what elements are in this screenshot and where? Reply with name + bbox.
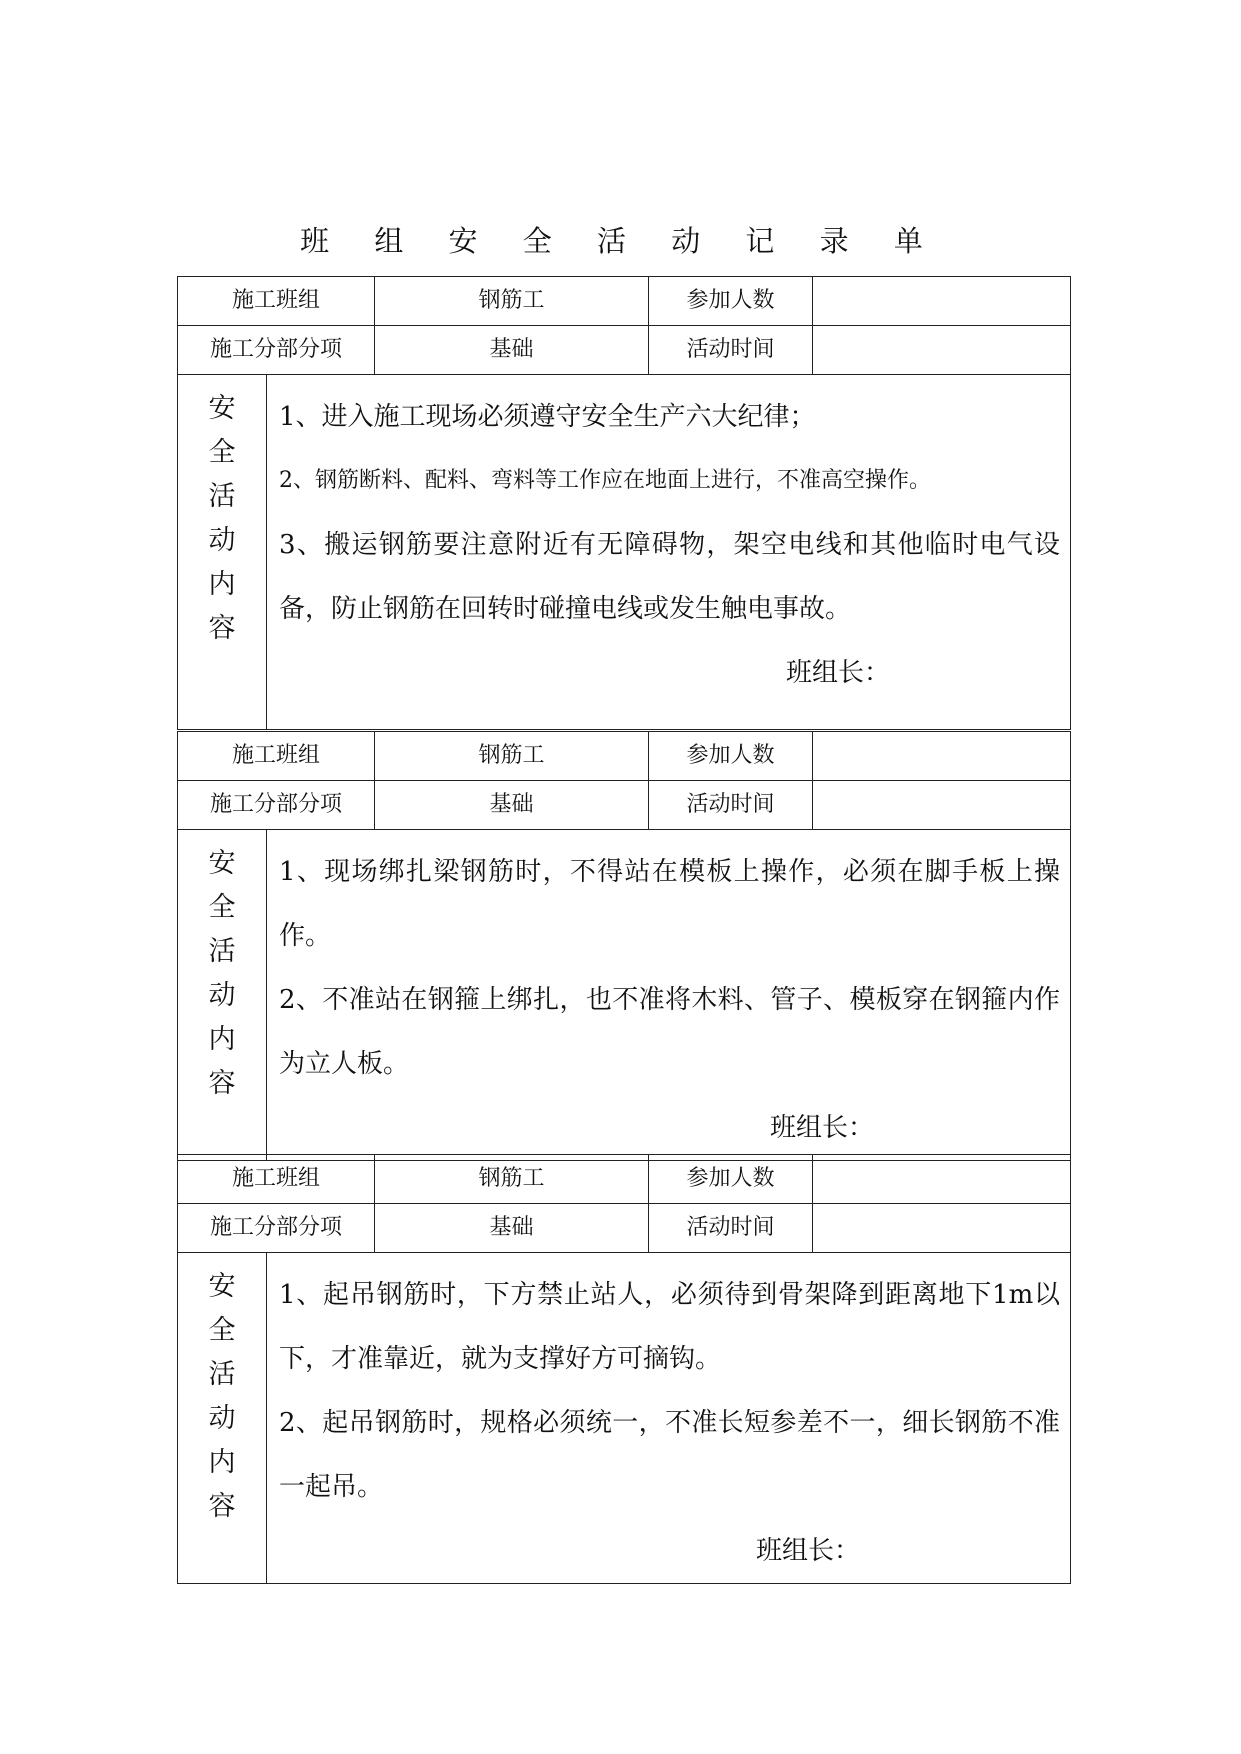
activity-time-value <box>813 326 1071 375</box>
activity-time-value <box>813 781 1071 830</box>
side-char: 安 <box>208 1271 236 1302</box>
content-row <box>178 830 1071 1161</box>
safety-content <box>267 375 1071 730</box>
side-char: 安 <box>208 393 236 424</box>
content-row <box>178 1253 1071 1584</box>
safety-content <box>267 830 1071 1161</box>
participants-label: 参加人数 <box>649 1155 813 1204</box>
content-item: 1、起吊钢筋时，下方禁止站人，必须待到骨架降到距离地下1m以下，才准靠近，就为支撑好方可摘钩。 <box>279 1280 1061 1374</box>
team-leader-label: 班组长： <box>756 1536 861 1566</box>
safety-content-label <box>178 375 267 730</box>
side-char: 内 <box>208 569 236 600</box>
team-label: 施工班组 <box>178 732 375 781</box>
side-char: 活 <box>208 1359 236 1390</box>
content-item: 2、起吊钢筋时，规格必须统一，不准长短参差不一，细长钢筋不准一起吊。 <box>279 1408 1061 1502</box>
side-char: 活 <box>208 481 236 512</box>
side-char: 容 <box>208 1491 236 1522</box>
content-row <box>178 375 1071 730</box>
side-char: 安 <box>208 848 236 879</box>
header-row-team <box>178 732 1071 781</box>
side-char: 全 <box>208 437 236 468</box>
participants-value <box>813 277 1071 326</box>
side-char: 容 <box>208 613 236 644</box>
side-char: 动 <box>208 525 236 556</box>
participants-value <box>813 732 1071 781</box>
safety-content <box>267 1253 1071 1584</box>
page-title: 班 组 安 全 活 动 记 录 单 <box>300 224 941 258</box>
side-char: 动 <box>208 980 236 1011</box>
team-value: 钢筋工 <box>375 277 649 326</box>
division-value: 基础 <box>375 781 649 830</box>
activity-time-label: 活动时间 <box>649 1204 813 1253</box>
safety-content-label <box>178 1253 267 1584</box>
header-row-division <box>178 781 1071 830</box>
side-char: 内 <box>208 1447 236 1478</box>
team-leader-label: 班组长： <box>786 658 891 688</box>
participants-value <box>813 1155 1071 1204</box>
side-char: 全 <box>208 892 236 923</box>
division-value: 基础 <box>375 1204 649 1253</box>
team-label: 施工班组 <box>178 277 375 326</box>
side-char: 容 <box>208 1068 236 1099</box>
team-value: 钢筋工 <box>375 1155 649 1204</box>
activity-time-value <box>813 1204 1071 1253</box>
safety-content-label <box>178 830 267 1161</box>
header-row-team <box>178 277 1071 326</box>
division-value: 基础 <box>375 326 649 375</box>
activity-time-label: 活动时间 <box>649 326 813 375</box>
team-value: 钢筋工 <box>375 732 649 781</box>
header-row-division <box>178 326 1071 375</box>
division-label: 施工分部分项 <box>178 326 375 375</box>
participants-label: 参加人数 <box>649 732 813 781</box>
content-item: 1、现场绑扎梁钢筋时，不得站在模板上操作，必须在脚手板上操作。 <box>279 857 1061 951</box>
record-block-2 <box>177 731 1071 1161</box>
header-row-team <box>178 1155 1071 1204</box>
side-char: 活 <box>208 936 236 967</box>
division-label: 施工分部分项 <box>178 781 375 830</box>
team-label: 施工班组 <box>178 1155 375 1204</box>
participants-label: 参加人数 <box>649 277 813 326</box>
record-block-1 <box>177 276 1071 730</box>
content-item: 3、搬运钢筋要注意附近有无障碍物，架空电线和其他临时电气设备，防止钢筋在回转时碰撞电线或发生触电事故。 <box>279 530 1061 624</box>
division-label: 施工分部分项 <box>178 1204 375 1253</box>
record-block-3 <box>177 1154 1071 1584</box>
team-leader-label: 班组长： <box>770 1113 875 1143</box>
side-char: 内 <box>208 1024 236 1055</box>
header-row-division <box>178 1204 1071 1253</box>
activity-time-label: 活动时间 <box>649 781 813 830</box>
content-item: 1、进入施工现场必须遵守安全生产六大纪律； <box>279 402 816 432</box>
content-item: 2、不准站在钢箍上绑扎，也不准将木料、管子、模板穿在钢箍内作为立人板。 <box>279 985 1061 1079</box>
side-char: 动 <box>208 1403 236 1434</box>
side-char: 全 <box>208 1315 236 1346</box>
content-item: 2、钢筋断料、配料、弯料等工作应在地面上进行，不准高空操作。 <box>279 468 931 493</box>
